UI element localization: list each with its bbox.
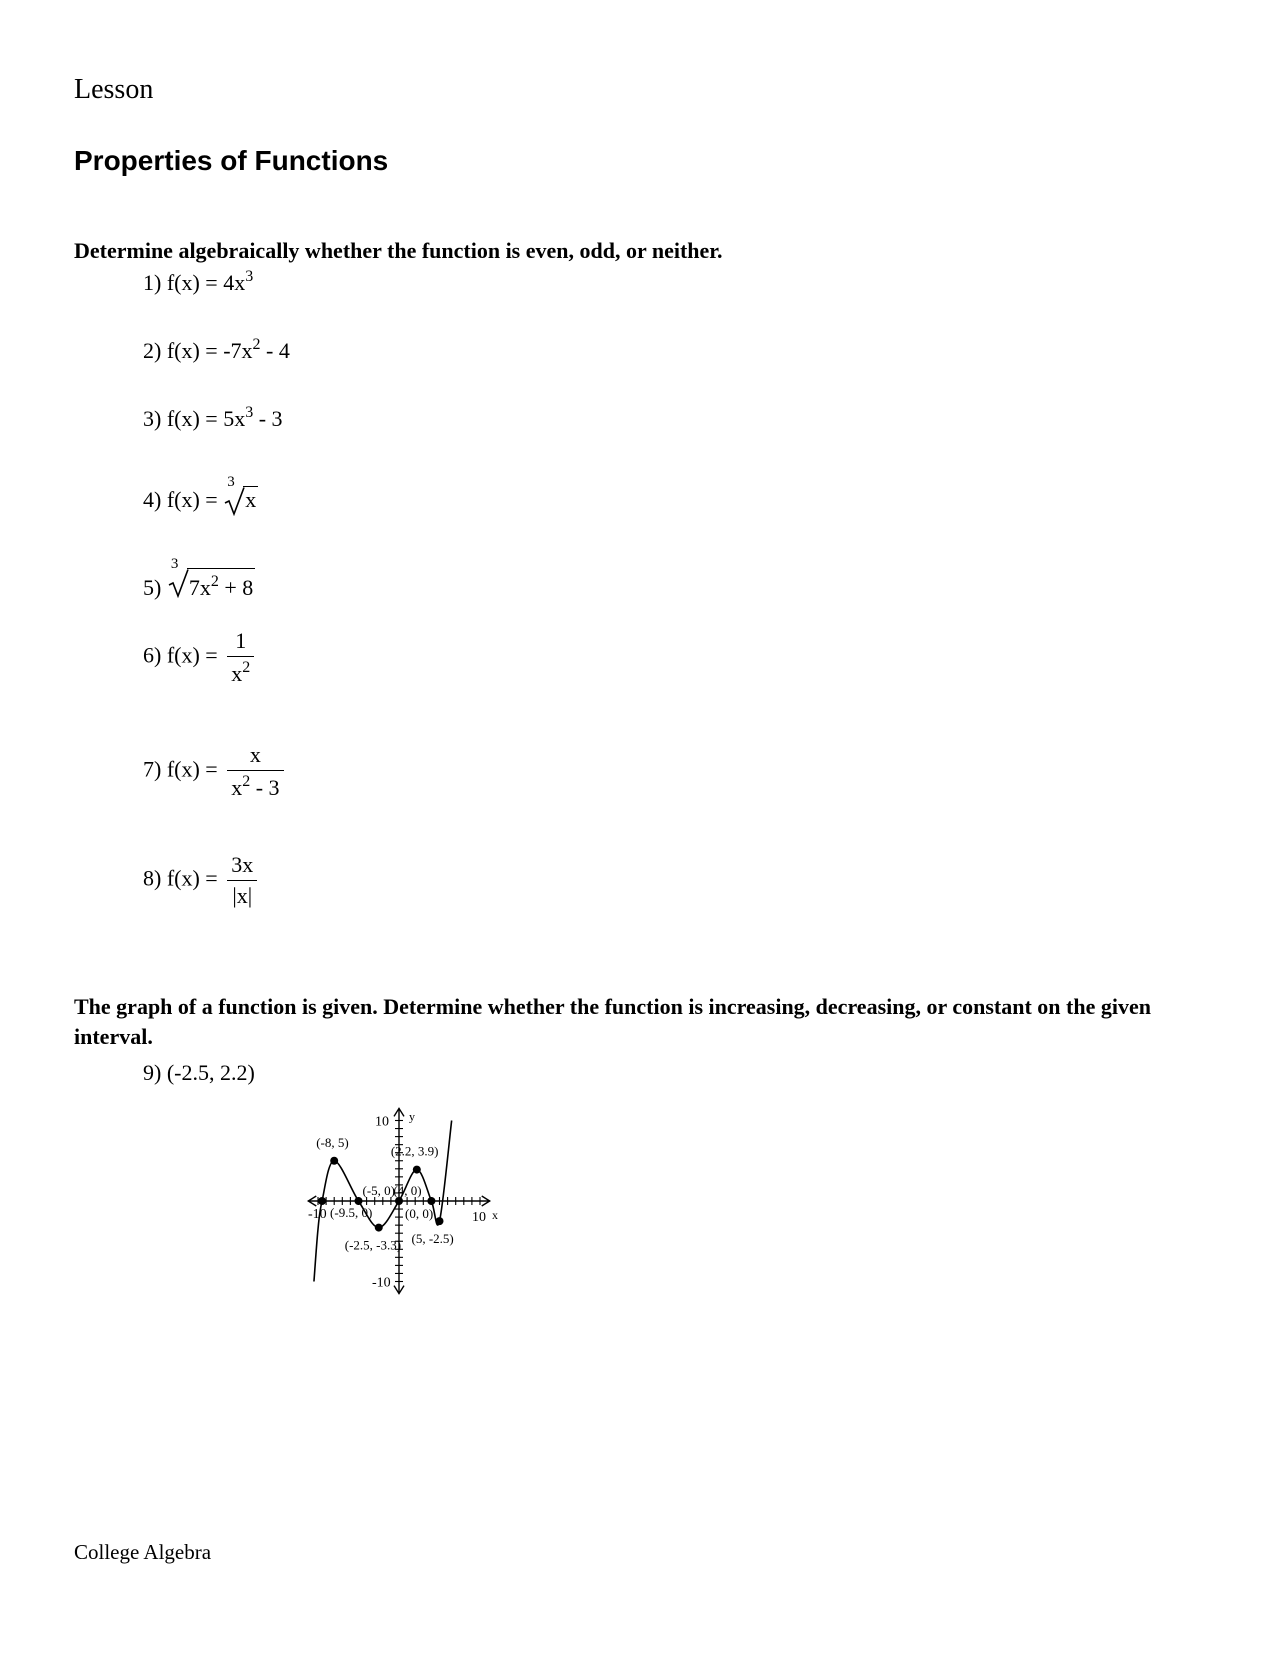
y-axis-label: y [409,1109,415,1124]
numerator: x [249,742,261,767]
data-point [330,1157,338,1165]
section1-instruction: Determine algebraically whether the function is even, odd, or neither. [74,238,723,263]
exponent: 2 [252,336,261,353]
function-lhs: f(x) = [166,865,218,891]
exponent: 2 [242,659,251,676]
denominator-base: x [231,775,243,800]
data-point [318,1197,326,1205]
radical-index: 3 [227,474,235,490]
point-label: (-5, 0) [362,1183,395,1198]
x-tick-label: 10 [472,1210,486,1225]
function-lhs: f(x) = [166,756,218,782]
radical-sign-icon [223,486,245,516]
cube-root [223,474,258,513]
exponent: 3 [245,268,254,285]
denominator-tail: - 3 [250,775,280,800]
function-lhs: f(x) = [166,487,218,512]
problem-number: 9) [143,1060,162,1085]
function-tail: - 3 [253,406,283,431]
point-label: (5, -2.5) [411,1231,454,1247]
problem-9 [143,1060,255,1086]
problem-6 [143,628,254,687]
problem-number: 6) [143,642,162,668]
function-tail: - 4 [260,338,290,363]
point-label: (0, 0) [405,1206,434,1221]
radical-sign-icon [167,568,189,598]
problem-7 [143,742,284,801]
data-point [427,1197,435,1205]
data-point [413,1166,421,1174]
problem-number: 7) [143,756,162,782]
denominator [227,770,283,801]
exponent: 2 [242,773,251,790]
section2-instruction: The graph of a function is given. Determine whether the function is increasing, decreasing, or constant on the given interval. [74,994,1151,1049]
interval: (-2.5, 2.2) [166,1060,255,1085]
radicand [187,568,255,601]
problem-number: 4) [143,487,162,512]
fraction [227,742,283,801]
data-point [375,1224,383,1232]
fraction [227,852,257,909]
function-lhs: f(x) = [166,642,218,668]
problem-number: 2) [143,338,162,363]
data-point [395,1197,403,1205]
radicand: x [245,487,257,512]
exponent: 3 [245,404,254,421]
denominator [227,656,254,687]
problem-8 [143,852,257,909]
page-title: Properties of Functions [74,145,389,176]
fraction [227,628,254,687]
radicand-tail: + 8 [218,575,254,600]
function-graph [190,1085,620,1430]
point-label: (-2.5, -3.3) [344,1237,402,1253]
problem-number: 8) [143,865,162,891]
point-label: (2.2, 3.9) [390,1143,439,1159]
cube-root [167,556,255,601]
data-point [355,1197,363,1205]
problem-number: 1) [143,270,162,295]
function-lhs: f(x) = 5x [166,406,246,431]
point-label: (-8, 5) [316,1134,349,1150]
data-point [436,1217,444,1225]
footer-text: College Algebra [74,1540,212,1564]
x-axis-label: x [492,1208,498,1222]
denominator-base: x [231,661,243,686]
radical-index: 3 [170,556,179,572]
exponent: 2 [210,573,219,590]
y-tick-label: -10 [372,1275,391,1291]
numerator: 1 [235,628,247,653]
denominator: |x| [227,880,257,909]
problem-number: 3) [143,406,162,431]
points-layer [316,1135,454,1253]
point-label: (4, 0) [393,1183,422,1198]
x-tick-label: -10 [308,1207,327,1222]
radicand-base: 7x [188,575,211,600]
problem-1 [143,268,253,296]
problem-2 [143,336,290,364]
y-tick-label: 10 [375,1114,389,1130]
point-label: (-9.5, 0) [330,1205,373,1220]
problem-5 [143,556,255,601]
function-lhs: f(x) = 4x [166,270,246,295]
problem-3 [143,404,283,432]
lesson-label: Lesson [74,74,154,105]
problem-number: 5) [143,575,162,600]
function-lhs: f(x) = -7x [166,338,253,363]
numerator: 3x [231,852,254,877]
problem-4 [143,474,258,513]
